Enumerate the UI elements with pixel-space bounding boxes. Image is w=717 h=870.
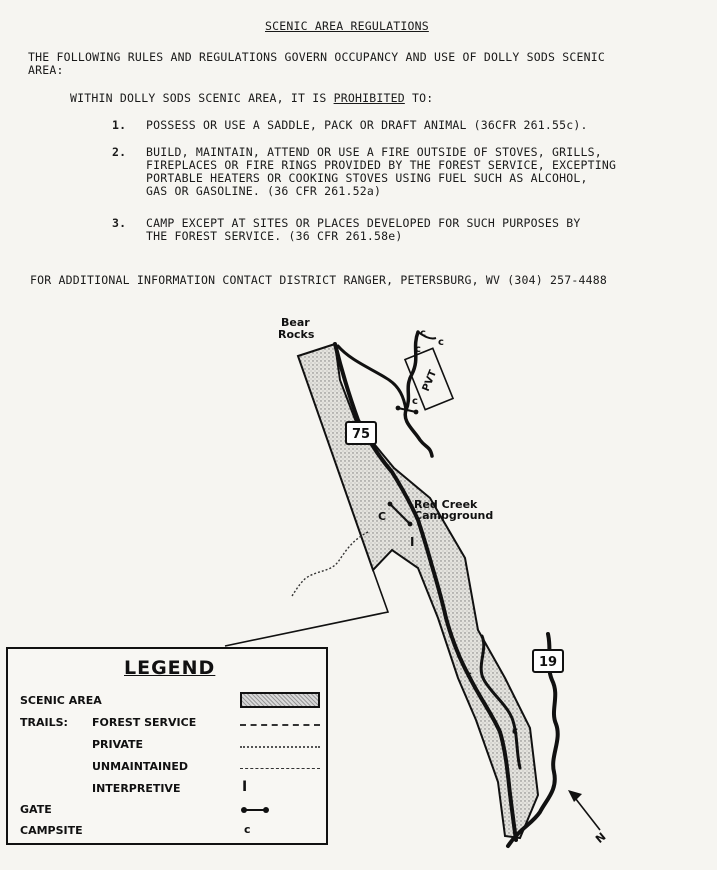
rule-1-line-1: POSSESS OR USE A SADDLE, PACK OR DRAFT ANIMAL (36CFR 261.55c). — [146, 118, 588, 132]
legend-forest-service-line — [240, 724, 320, 726]
legend-forest-service-label: FOREST SERVICE — [92, 716, 197, 729]
rule-1-number: 1. — [112, 118, 127, 132]
legend-campsite-symbol: c — [244, 823, 251, 836]
campsite-mark-1: c — [420, 328, 426, 339]
rule-2-line-4: GAS OR GASOLINE. (36 CFR 261.52a) — [146, 184, 382, 198]
campsite-mark-3: c — [415, 344, 421, 355]
page-title: SCENIC AREA REGULATIONS — [265, 19, 429, 33]
west-boundary-line — [225, 570, 388, 646]
prohibition-suffix: TO: — [404, 91, 434, 105]
campground-label-1: Red Creek — [414, 498, 478, 511]
north-arrow-icon — [568, 790, 608, 846]
pvt-label: PVT — [420, 368, 440, 394]
legend-unmaintained-label: UNMAINTAINED — [92, 760, 189, 773]
rule-3-line-1: CAMP EXCEPT AT SITES OR PLACES DEVELOPED FOR SUCH PURPOSES BY — [146, 216, 581, 230]
intro-line-1: THE FOLLOWING RULES AND REGULATIONS GOVERN OCCUPANCY AND USE OF DOLLY SODS SCENIC — [28, 50, 606, 64]
bear-label: Bear — [281, 316, 310, 329]
rule-3-number: 3. — [112, 216, 127, 230]
legend-private-label: PRIVATE — [92, 738, 144, 751]
campsite-mark-4: c — [412, 396, 418, 407]
rule-2-line-2: FIREPLACES OR FIRE RINGS PROVIDED BY THE FOREST SERVICE, EXCEPTING — [146, 158, 617, 172]
rocks-label: Rocks — [278, 328, 315, 341]
legend-interpretive-label: INTERPRETIVE — [92, 782, 181, 795]
map-legend — [6, 647, 328, 845]
route-75-road — [335, 344, 516, 840]
prohibition-heading — [70, 92, 433, 105]
rule-2-line-1: BUILD, MAINTAIN, ATTEND OR USE A FIRE OUTSIDE OF STOVES, GRILLS, — [146, 145, 602, 159]
legend-gate-label: GATE — [20, 803, 52, 816]
prohibited-emphasis: PROHIBITED — [333, 91, 405, 105]
private-trail — [292, 532, 368, 596]
campground-label-2: Campground — [414, 509, 494, 522]
campsite-mark-7: c — [512, 726, 518, 737]
legend-trails-heading: TRAILS: — [20, 716, 68, 729]
scenic-area-boundary — [298, 344, 538, 838]
legend-scenic-area-swatch — [240, 692, 320, 708]
legend-scenic-area-label: SCENIC AREA — [20, 694, 102, 707]
campsite-mark-6: c — [466, 670, 472, 681]
route-75-label: 75 — [351, 427, 371, 442]
rule-3-line-2: THE FOREST SERVICE. (36 CFR 261.58e) — [146, 229, 403, 243]
contact-line: FOR ADDITIONAL INFORMATION CONTACT DISTRICT RANGER, PETERSBURG, WV (304) 257-4488 — [30, 273, 608, 287]
legend-unmaintained-line — [240, 768, 320, 769]
intro-line-2: AREA: — [28, 63, 64, 77]
legend-gate-icon — [240, 804, 270, 816]
interpretive-marker: I — [410, 535, 415, 549]
campsite-mark-5: C — [378, 510, 387, 523]
legend-title: LEGEND — [124, 657, 216, 679]
campsite-mark-2: c — [438, 337, 444, 348]
legend-interpretive-symbol: I — [242, 779, 248, 795]
rule-2-line-3: PORTABLE HEATERS OR COOKING STOVES USING FUEL SUCH AS ALCOHOL, — [146, 171, 588, 185]
legend-private-line — [240, 746, 320, 748]
prohibition-prefix: WITHIN DOLLY SODS SCENIC AREA, IT IS — [70, 91, 334, 105]
rule-2-number: 2. — [112, 145, 127, 159]
route-19-label: 19 — [538, 655, 558, 670]
legend-campsite-label: CAMPSITE — [20, 824, 83, 837]
north-label: N — [593, 830, 609, 846]
